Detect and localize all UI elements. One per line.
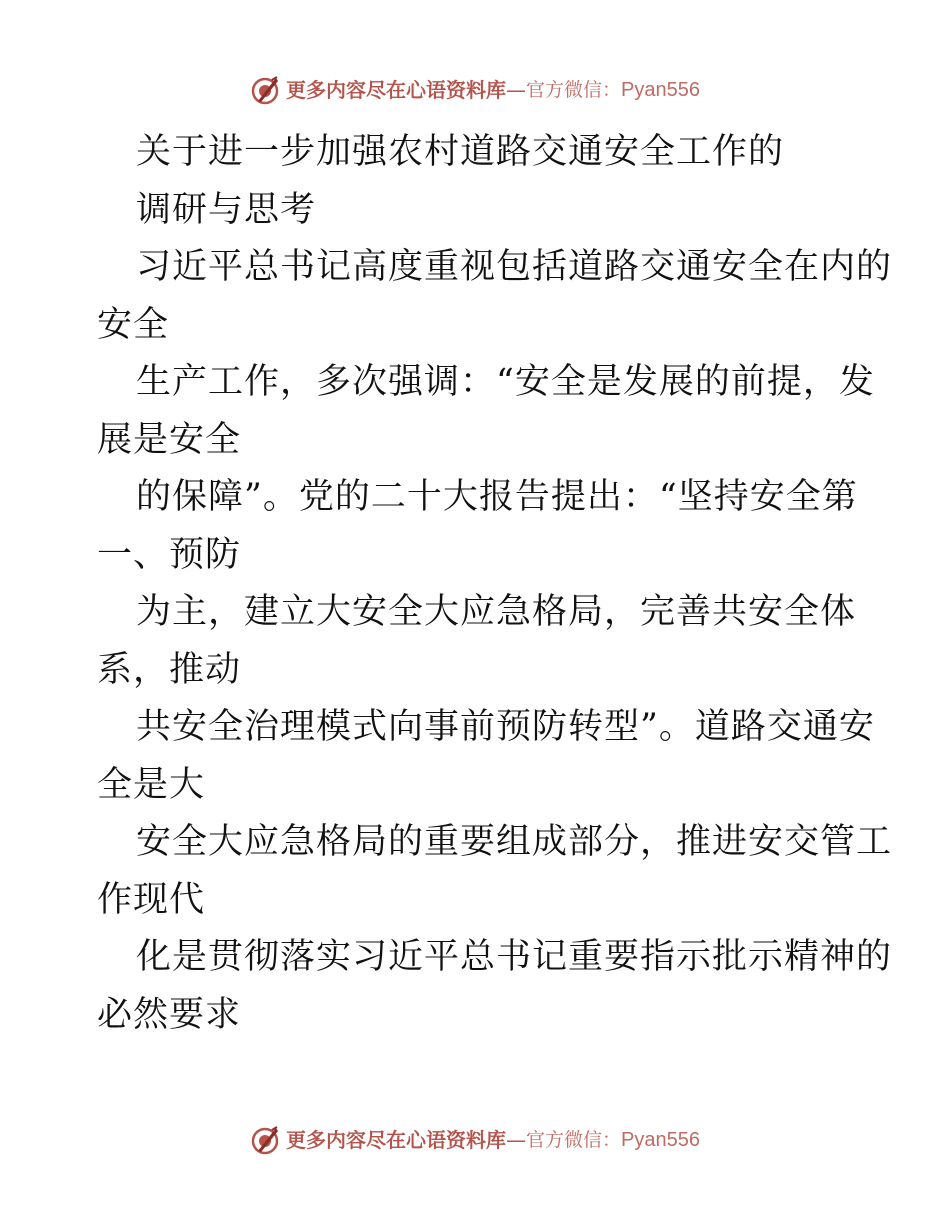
page-header: [0, 70, 950, 110]
paragraph-line: 为主，建立大安全大应急格局，完善共安全体: [136, 592, 857, 632]
paragraph-line: 共安全治理模式向事前预防转型”。道路交通安: [136, 707, 875, 747]
header-dash: —: [506, 78, 526, 102]
title-line-2: 调研与思考: [136, 189, 317, 230]
document-body: [97, 124, 893, 1044]
paragraph-line: 必然要求: [97, 994, 242, 1035]
paragraph-line: 安全: [97, 304, 170, 345]
paragraph-line: 的保障”。党的二十大报告提出：“坚持安全第: [136, 477, 858, 517]
paragraph-line: 全是大: [97, 764, 206, 805]
title-line-1: 关于进一步加强农村道路交通安全工作的: [136, 132, 785, 172]
paragraph-line: 展是安全: [97, 419, 242, 460]
footer-dash: —: [506, 1128, 526, 1152]
paragraph-line: 一、预防: [97, 534, 242, 575]
quill-pen-seal-icon: [250, 1125, 280, 1155]
footer-wechat-id: Pyan556: [621, 1129, 700, 1151]
footer-site-name: 更多内容尽在心语资料库: [286, 1128, 506, 1152]
paragraph-line: 生产工作，多次强调：“安全是发展的前提，发: [136, 362, 875, 402]
paragraph-line: 作现代: [97, 879, 206, 920]
paragraph-line: 化是贯彻落实习近平总书记重要指示批示精神的: [136, 937, 893, 977]
quill-pen-seal-icon: [250, 75, 280, 105]
paragraph-line: 习近平总书记高度重视包括道路交通安全在内的: [136, 247, 893, 287]
header-wechat-id: Pyan556: [621, 79, 700, 101]
header-wechat-label: 官方微信：: [526, 79, 622, 101]
header-site-name: 更多内容尽在心语资料库: [286, 78, 506, 102]
footer-banner: [250, 1125, 700, 1155]
paragraph-line: 系，推动: [97, 649, 242, 690]
footer-wechat-label: 官方微信：: [526, 1129, 622, 1151]
page-footer: [0, 1120, 950, 1160]
paragraph-line: 安全大应急格局的重要组成部分，推进安交管工: [136, 822, 893, 862]
header-banner: [250, 75, 700, 105]
